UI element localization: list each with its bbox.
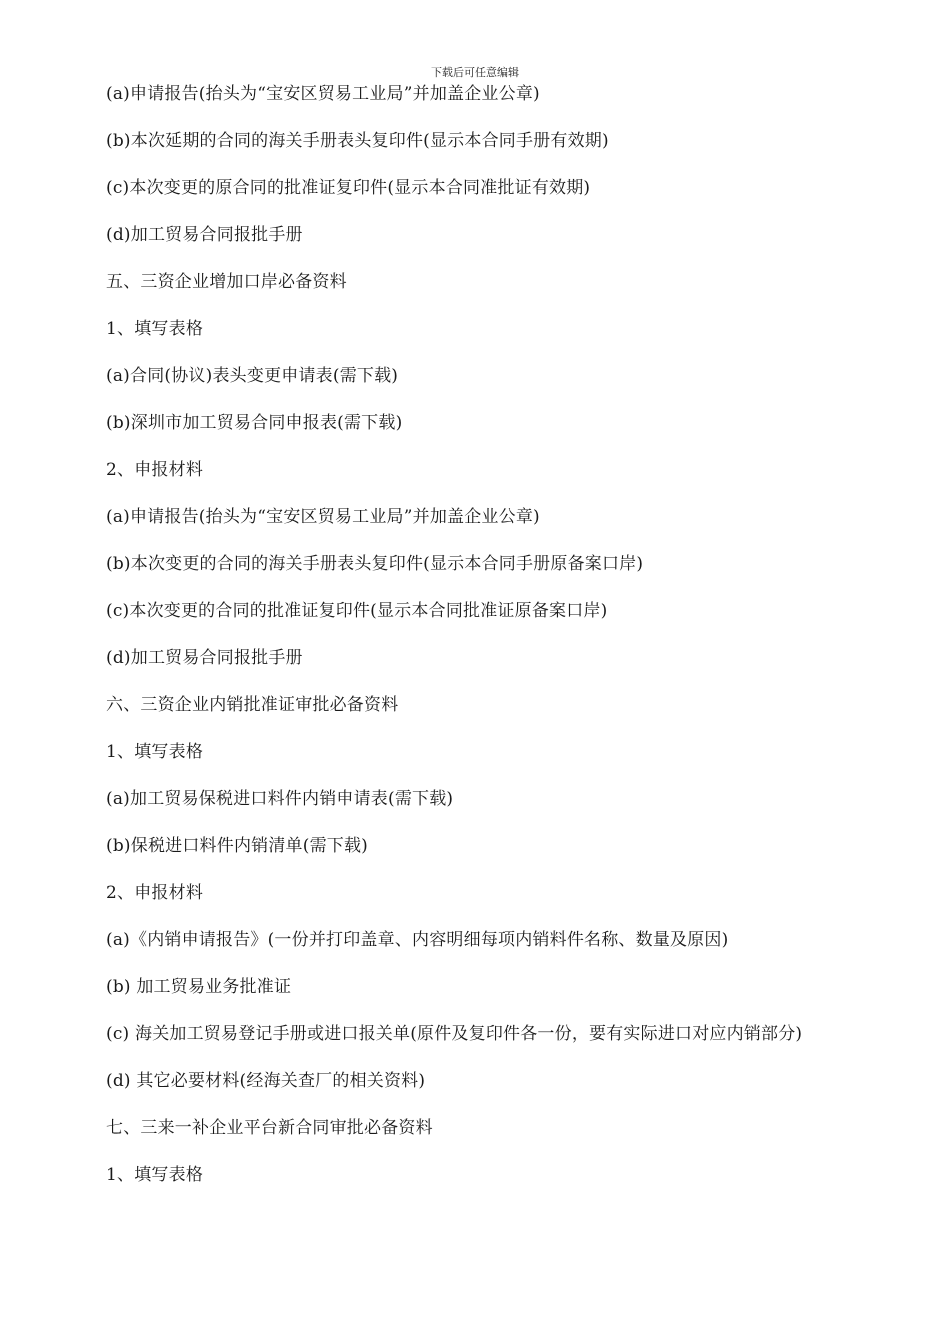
document-body [60,82,880,1210]
subsection-heading: 2、申报材料 [106,883,204,903]
subsection-heading: 1、填写表格 [106,742,204,762]
list-item: (b)本次变更的合同的海关手册表头复印件(显示本合同手册原备案口岸) [106,554,644,574]
section-heading: 六、三资企业内销批准证审批必备资料 [106,695,399,715]
list-item: (b)深圳市加工贸易合同申报表(需下载) [106,413,403,433]
list-item: (b) 加工贸易业务批准证 [106,977,292,997]
section-heading: 五、三资企业增加口岸必备资料 [106,272,347,292]
list-item: (a)合同(协议)表头变更申请表(需下载) [106,366,399,386]
subsection-heading: 2、申报材料 [106,460,204,480]
list-item: (c)本次变更的原合同的批准证复印件(显示本合同准批证有效期) [106,178,591,198]
list-item: (a)《内销申请报告》(一份并打印盖章、内容明细每项内销料件名称、数量及原因) [106,930,729,950]
list-item: (c) 海关加工贸易登记手册或进口报关单(原件及复印件各一份，要有实际进口对应内销部分) [106,1024,803,1044]
list-item: (c)本次变更的合同的批准证复印件(显示本合同批准证原备案口岸) [106,601,608,621]
list-item: (a)加工贸易保税进口料件内销申请表(需下载) [106,789,454,809]
list-item: (d)加工贸易合同报批手册 [106,648,303,668]
list-item: (b)保税进口料件内销清单(需下载) [106,836,369,856]
subsection-heading: 1、填写表格 [106,1165,204,1185]
list-item: (a)申请报告(抬头为“宝安区贸易工业局”并加盖企业公章) [106,507,540,527]
list-item: (b)本次延期的合同的海关手册表头复印件(显示本合同手册有效期) [106,131,609,151]
list-item: (a)申请报告(抬头为“宝安区贸易工业局”并加盖企业公章) [106,84,540,104]
subsection-heading: 1、填写表格 [106,319,204,339]
list-item: (d)加工贸易合同报批手册 [106,225,303,245]
list-item: (d) 其它必要材料(经海关查厂的相关资料) [106,1071,426,1091]
header-note: 下载后可任意编辑 [431,66,519,79]
section-heading: 七、三来一补企业平台新合同审批必备资料 [106,1118,433,1138]
